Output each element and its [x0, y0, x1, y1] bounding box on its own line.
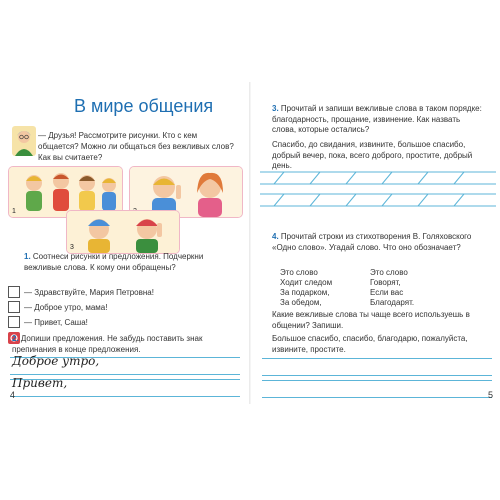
match-row — [8, 286, 154, 298]
left-page — [0, 82, 248, 404]
match-sentence: — Здравствуйте, Мария Петровна! — [24, 287, 154, 297]
poem-line: Благодарят. — [370, 298, 415, 307]
handwritten-text: Привет, — [12, 376, 68, 390]
task-4 — [272, 232, 484, 253]
task-1 — [24, 252, 238, 273]
match-box[interactable] — [8, 301, 20, 313]
match-row — [8, 301, 107, 313]
textbook-spread — [0, 82, 500, 404]
page-number: 5 — [488, 390, 494, 400]
two-boys-illustration — [67, 211, 179, 253]
poem-line: Если вас — [370, 288, 404, 297]
handwritten-text: Доброе утро, — [12, 354, 100, 368]
poem-line: За подарком, — [280, 288, 330, 297]
book-fold — [249, 82, 251, 404]
match-box[interactable] — [8, 316, 20, 328]
task-text: Соотнеси рисунки и предложения. Подчеркни вежливые слова. К кому они обращены? — [24, 252, 204, 272]
page-title: В мире общения — [74, 96, 214, 116]
picture-3 — [66, 210, 180, 254]
match-row — [8, 316, 88, 328]
task-4-question: Какие вежливые слова ты чаще всего используешь в общении? Запиши. — [272, 310, 470, 330]
writing-line-3[interactable] — [262, 358, 492, 376]
writing-line-4[interactable] — [262, 380, 492, 398]
picture-number: 1 — [12, 208, 16, 215]
task-3-words: Спасибо, до свидания, извините, большое спасибо, добрый вечер, пока, всего доброго, простите, добрый день. — [272, 140, 473, 170]
poem-line: Ходит следом — [280, 278, 333, 287]
poem-line: Это слово — [370, 268, 408, 277]
task-4-words: Большое спасибо, спасибо, благодарю, пожалуйста, извините, простите. — [272, 334, 468, 354]
match-sentence: — Доброе утро, мама! — [24, 302, 108, 312]
match-box[interactable] — [8, 286, 20, 298]
task-number: 4. — [272, 232, 279, 241]
task-number: 3. — [272, 104, 279, 113]
poem-column-left — [280, 268, 332, 308]
task-number: 2. — [12, 334, 19, 343]
teacher-icon — [12, 126, 36, 156]
right-page — [252, 82, 500, 404]
task-2 — [12, 334, 238, 355]
picture-number: 3 — [70, 244, 74, 251]
task-text: Прочитай строки из стихотворения В. Голяховского «Одно слово». Угадай слово. Что оно обозначает? — [272, 232, 472, 252]
task-3 — [272, 104, 484, 136]
task-text: Прочитай и запиши вежливые слова в таком порядке: благодарность, прощание, извинение. Как назвать слова, которые остались? — [272, 104, 482, 134]
task-number: 1. — [24, 252, 31, 261]
poem-line: Говорят, — [370, 278, 401, 287]
poem-line: Это слово — [280, 268, 318, 277]
writing-lines-task-3[interactable] — [260, 170, 496, 210]
intro-text: — Друзья! Рассмотрите рисунки. Кто с кем общается? Можно ли общаться без вежливых слов? Как вы считаете? — [38, 131, 234, 162]
match-sentence: — Привет, Саша! — [24, 317, 88, 327]
page-number: 4 — [10, 390, 16, 400]
task-text: Допиши предложения. Не забудь поставить знак препинания в конце предложения. — [12, 334, 203, 354]
poem-line: За обедом, — [280, 298, 322, 307]
poem-column-right — [370, 268, 414, 308]
